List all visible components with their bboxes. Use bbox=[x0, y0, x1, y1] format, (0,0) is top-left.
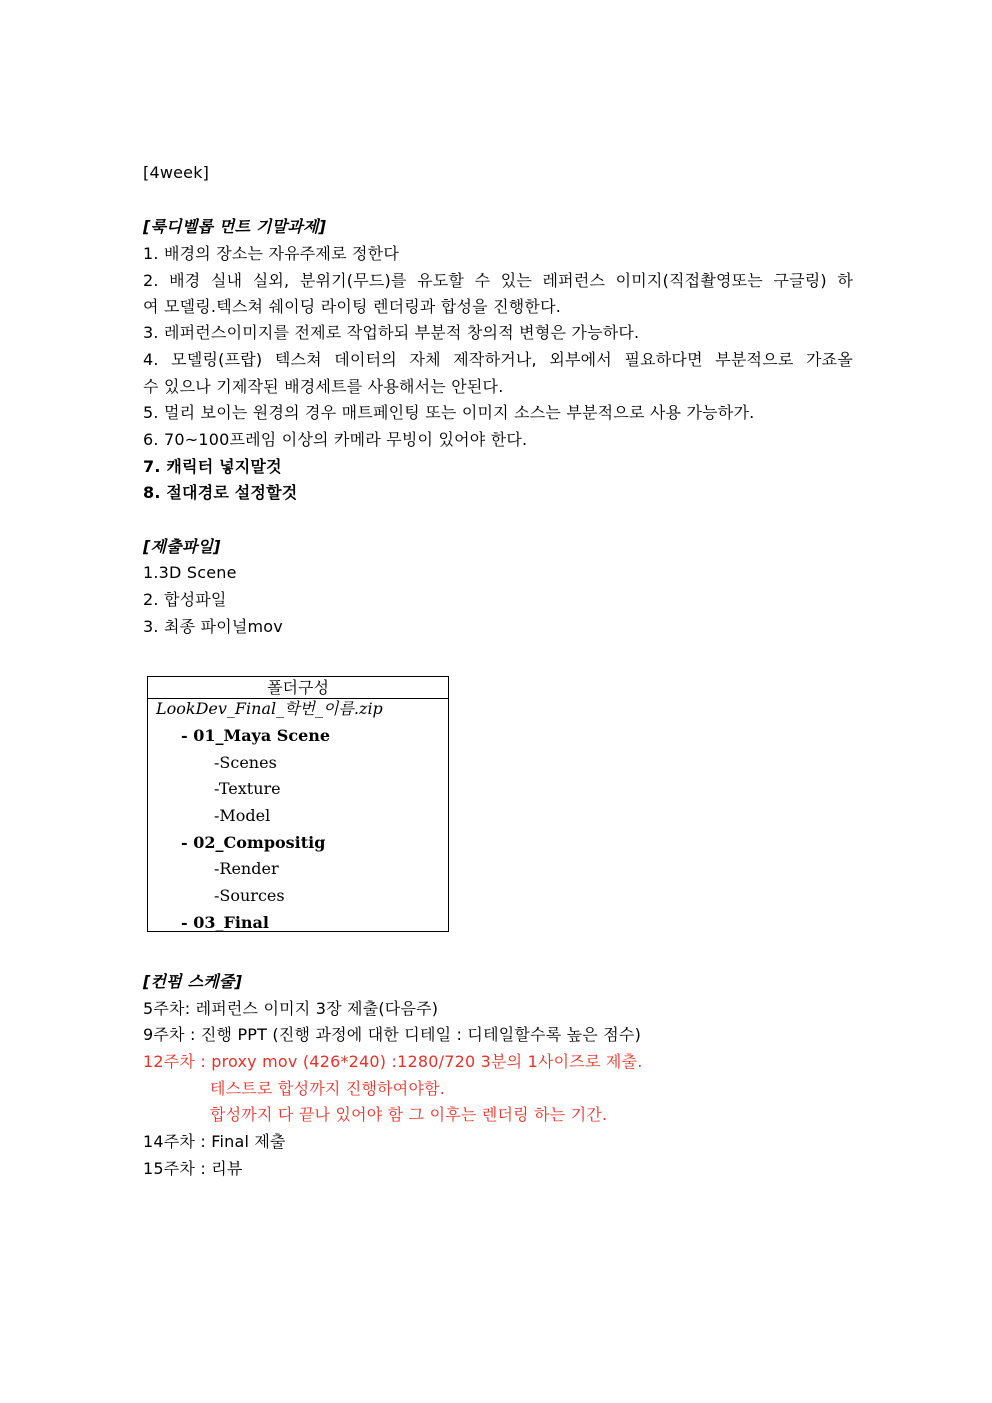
submission-item-1: 1.3D Scene bbox=[143, 563, 237, 582]
assignment-item-2-cont: 여 모델링.텍스쳐 쉐이딩 라이팅 렌더링과 합성을 진행한다. bbox=[143, 297, 562, 316]
schedule-week-9: 9주차 : 진행 PPT (진행 과정에 대한 디테일 : 디테일할수록 높은 점수) bbox=[143, 1025, 642, 1044]
assignment-item-4: 4. 모델링(프랍) 텍스쳐 데이터의 자체 제작하거나, 외부에서 필요하다면 부분적으로 가죠올 bbox=[143, 350, 853, 369]
assignment-item-4-cont: 수 있으나 기제작된 배경세트를 사용해서는 안된다. bbox=[143, 377, 504, 396]
folder-03-final: - 03_Final bbox=[181, 913, 269, 932]
assignment-item-5: 5. 멀리 보이는 원경의 경우 매트페인팅 또는 이미지 소스는 부분적으로 사용 가능하가. bbox=[143, 403, 755, 422]
folder-structure-table bbox=[147, 676, 449, 932]
assignment-item-1: 1. 배경의 장소는 자유주제로 정한다 bbox=[143, 244, 399, 263]
assignment-item-3: 3. 레퍼런스이미지를 전제로 작업하되 부분적 창의적 변형은 가능하다. bbox=[143, 323, 640, 342]
folder-structure-title: 폴더구성 bbox=[148, 677, 448, 699]
schedule-heading: [컨펌 스케줄] bbox=[143, 972, 243, 991]
submission-heading: [제출파일] bbox=[143, 537, 221, 556]
folder-01-maya-scene: - 01_Maya Scene bbox=[181, 726, 331, 745]
assignment-item-6: 6. 70~100프레임 이상의 카메라 무빙이 있어야 한다. bbox=[143, 430, 528, 449]
assignment-item-7: 7. 캐릭터 넣지말것 bbox=[143, 457, 282, 476]
schedule-week-12-note-2: 합성까지 다 끝나 있어야 함 그 이후는 렌더링 하는 기간. bbox=[210, 1105, 608, 1124]
submission-item-3: 3. 최종 파이널mov bbox=[143, 617, 283, 636]
folder-02-compositig: - 02_Compositig bbox=[181, 833, 326, 852]
submission-item-2: 2. 합성파일 bbox=[143, 590, 227, 609]
folder-sources: -Sources bbox=[214, 886, 285, 905]
schedule-week-5: 5주차: 레퍼런스 이미지 3장 제출(다음주) bbox=[143, 999, 439, 1018]
folder-render: -Render bbox=[214, 859, 279, 878]
assignment-heading: [룩디벨롭 먼트 기말과제] bbox=[143, 217, 327, 236]
schedule-week-14: 14주차 : Final 제출 bbox=[143, 1132, 286, 1151]
schedule-week-15: 15주차 : 리뷰 bbox=[143, 1159, 243, 1178]
assignment-item-8: 8. 절대경로 설정할것 bbox=[143, 483, 298, 502]
assignment-item-2: 2. 배경 실내 실외, 분위기(무드)를 유도할 수 있는 레퍼런스 이미지(직접촬영또는 구글링) 하 bbox=[143, 271, 853, 290]
folder-texture: -Texture bbox=[214, 779, 281, 798]
folder-model: -Model bbox=[214, 806, 271, 825]
folder-scenes: -Scenes bbox=[214, 753, 277, 772]
week-label: [4week] bbox=[143, 163, 210, 182]
folder-root-zip: LookDev_Final_학번_이름.zip bbox=[156, 699, 383, 718]
schedule-week-12: 12주차 : proxy mov (426*240) :1280/720 3분의 1사이즈로 제출. bbox=[143, 1052, 643, 1071]
schedule-week-12-note-1: 테스트로 합성까지 진행하여야함. bbox=[210, 1079, 446, 1098]
